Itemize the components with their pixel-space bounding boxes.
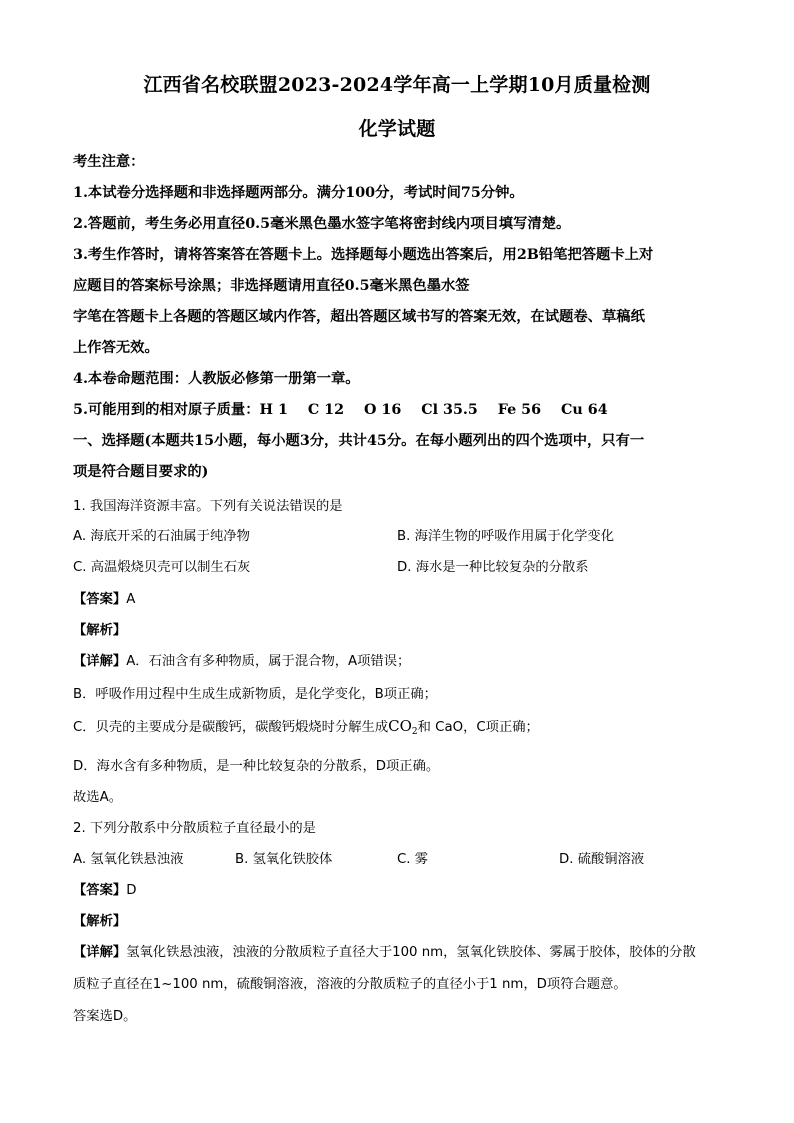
answer-value: D <box>126 883 137 898</box>
question-1-detail-line <box>73 716 539 737</box>
question-1-detail-line <box>73 650 410 669</box>
question-2-conclusion: 答案选D。 <box>73 1009 137 1024</box>
question-2-stem: 2. 下列分散系中分散质粒子直径最小的是 <box>73 821 316 836</box>
exam-subtitle: 化学试题 <box>358 118 436 140</box>
section-heading-line2: 项是符合题目要求的) <box>73 464 209 480</box>
section-heading-line1: 一、选择题(本题共15小题，每小题3分，共计45分。在每小题列出的四个选项中，只有一 <box>73 433 645 449</box>
question-2-option-a: A. 氢氧化铁悬浊液 <box>73 852 184 867</box>
question-2-option-c: C. 雾 <box>397 852 429 867</box>
question-2-detail-line: 质粒子直径在1~100 nm，硫酸铜溶液，溶液的分散质粒子的直径小于1 nm，D项符合题意。 <box>73 977 627 992</box>
answer-label: 【答案】 <box>73 883 127 898</box>
notice-item: 1.本试卷分选择题和非选择题两部分。满分100分，考试时间75分钟。 <box>73 185 524 201</box>
formula-co2 <box>388 717 418 735</box>
question-2-option-d: D. 硫酸铜溶液 <box>559 852 645 867</box>
detail-label: 【详解】 <box>73 945 127 960</box>
question-1-option-b: B. 海洋生物的呼吸作用属于化学变化 <box>397 529 615 544</box>
notice-item: 上作答无效。 <box>73 340 159 356</box>
notice-heading: 考生注意： <box>73 154 145 170</box>
question-1-analysis-label: 【解析】 <box>73 623 127 638</box>
question-2-answer <box>73 879 136 898</box>
detail-text: A．石油含有多种物质，属于混合物，A项错误； <box>126 654 411 669</box>
exam-title: 江西省名校联盟2023-2024学年高一上学期10月质量检测 <box>143 74 651 96</box>
notice-item: 字笔在答题卡上各题的答题区域内作答，超出答题区域书写的答案无效，在试题卷、草稿纸 <box>73 309 645 325</box>
notice-item: 3.考生作答时，请将答案答在答题卡上。选择题每小题选出答案后，用2B铅笔把答题卡上对 <box>73 247 654 263</box>
answer-value: A <box>126 592 136 607</box>
question-2-analysis-label: 【解析】 <box>73 914 127 929</box>
notice-item: 2.答题前，考生务必用直径0.5毫米黑色墨水签字笔将密封线内项目填写清楚。 <box>73 216 571 232</box>
question-1-option-a: A. 海底开采的石油属于纯净物 <box>73 529 250 544</box>
question-1-answer <box>73 588 135 607</box>
formula-subscript: 2 <box>411 727 418 737</box>
question-1-option-c: C. 高温煅烧贝壳可以制生石灰 <box>73 560 251 575</box>
notice-item: 5.可能用到的相对原子质量：H 1 C 12 O 16 Cl 35.5 Fe 56 Cu 64 <box>73 402 608 418</box>
question-2-detail-line <box>73 941 696 960</box>
question-1-stem: 1. 我国海洋资源丰富。下列有关说法错误的是 <box>73 499 343 514</box>
detail-text: 和 CaO，C项正确； <box>417 720 539 735</box>
question-1-detail-line: D．海水含有多种物质，是一种比较复杂的分散系，D项正确。 <box>73 759 440 774</box>
detail-text: 氢氧化铁悬浊液，浊液的分散质粒子直径大于100 nm，氢氧化铁胶体、雾属于胶体，胶体的分散 <box>126 945 696 960</box>
formula-base: CO <box>388 717 412 735</box>
detail-text: C．贝壳的主要成分是碳酸钙，碳酸钙煅烧时分解生成 <box>73 720 389 735</box>
answer-label: 【答案】 <box>73 592 127 607</box>
question-2-option-b: B. 氢氧化铁胶体 <box>235 852 333 867</box>
question-1-option-d: D. 海水是一种比较复杂的分散系 <box>397 560 589 575</box>
detail-label: 【详解】 <box>73 654 127 669</box>
question-1-detail-line: B．呼吸作用过程中生成生成新物质，是化学变化，B项正确； <box>73 687 437 702</box>
question-1-conclusion: 故选A。 <box>73 790 122 805</box>
notice-item: 应题目的答案标号涂黑；非选择题请用直径0.5毫米黑色墨水签 <box>73 278 470 294</box>
notice-item: 4.本卷命题范围：人教版必修第一册第一章。 <box>73 371 360 387</box>
